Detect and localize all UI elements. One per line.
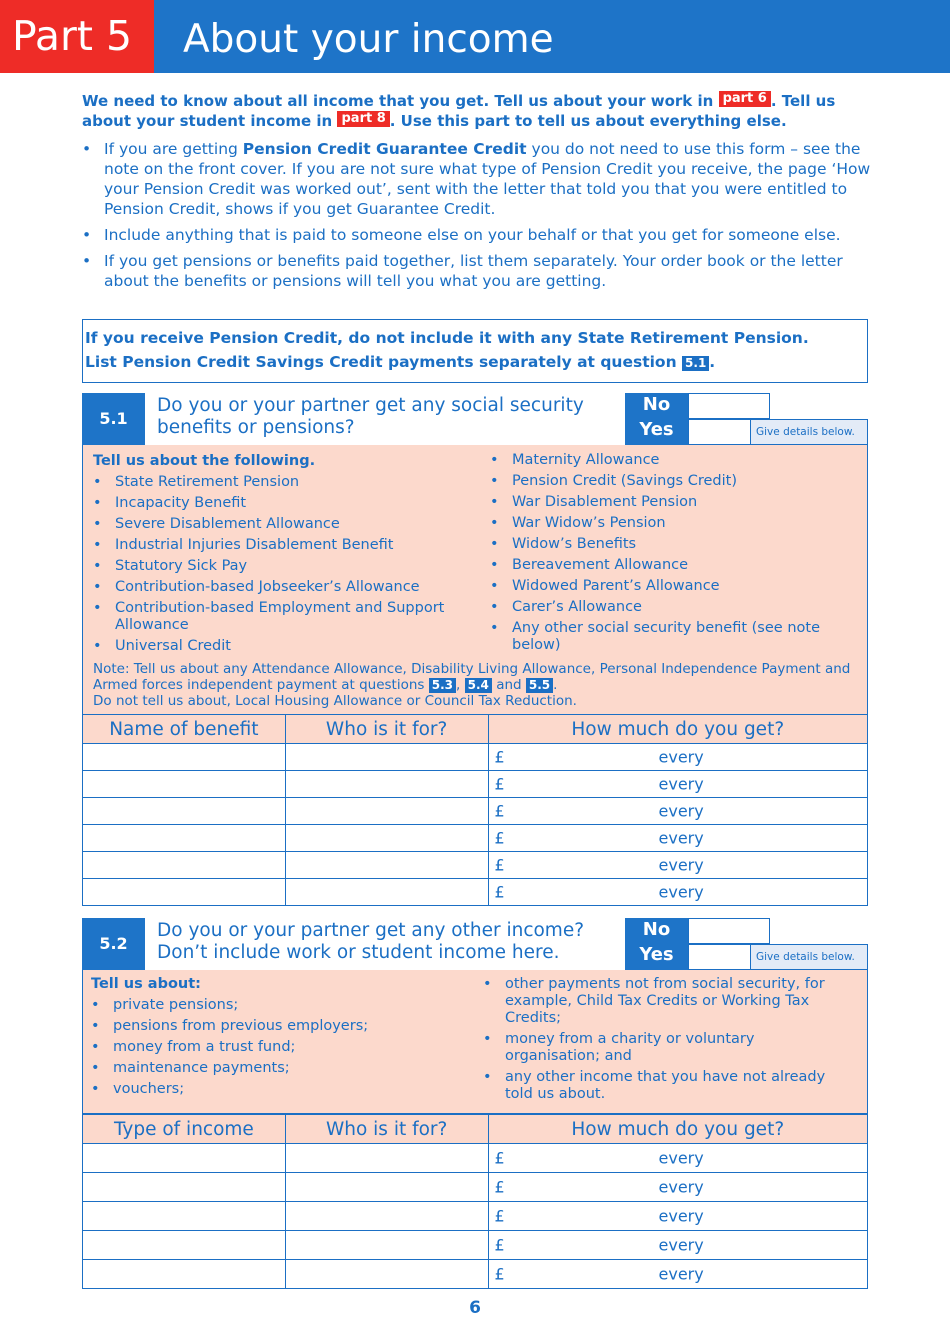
list-item: • money from a charity or voluntary organisation; and bbox=[483, 1031, 853, 1065]
question-5-1-header bbox=[82, 393, 868, 445]
question-5-2-guidance bbox=[82, 970, 868, 1114]
amount-cell[interactable] bbox=[488, 798, 868, 825]
every-label: every bbox=[658, 882, 704, 902]
yes-label: Yes bbox=[639, 944, 674, 965]
amount-cell[interactable] bbox=[488, 1144, 867, 1173]
who-for-cell[interactable] bbox=[285, 1231, 488, 1260]
benefit-name-cell[interactable] bbox=[83, 852, 286, 879]
income-type-cell[interactable] bbox=[83, 1202, 286, 1231]
question-ref: 5.4 bbox=[465, 678, 492, 693]
notice-line-2 bbox=[85, 350, 867, 374]
list-item: • Contribution-based Jobseeker’s Allowance bbox=[93, 579, 473, 596]
table-row bbox=[83, 1260, 868, 1289]
pound-sign: £ bbox=[494, 1177, 505, 1197]
table-row bbox=[83, 879, 868, 906]
list-item: • Industrial Injuries Disablement Benefit bbox=[93, 537, 473, 554]
notice-line-1: If you receive Pension Credit, do not include it with any State Retirement Pension. bbox=[85, 329, 809, 347]
list-item: • Contribution-based Employment and Support Allowance bbox=[93, 600, 473, 634]
column-header: How much do you get? bbox=[488, 1115, 867, 1144]
every-label: every bbox=[658, 1177, 704, 1197]
question-ref: 5.1 bbox=[682, 356, 709, 371]
no-label: No bbox=[642, 919, 671, 940]
notice-period: . bbox=[709, 353, 716, 371]
benefit-name-cell[interactable] bbox=[83, 744, 286, 771]
other-income-table bbox=[82, 1114, 868, 1289]
who-for-cell[interactable] bbox=[285, 1144, 488, 1173]
list-item: • any other income that you have not already told us about. bbox=[483, 1069, 853, 1103]
every-label: every bbox=[658, 828, 704, 848]
amount-cell[interactable] bbox=[488, 1173, 867, 1202]
amount-cell[interactable] bbox=[488, 825, 868, 852]
list-item: • Maternity Allowance bbox=[490, 452, 850, 469]
pound-sign: £ bbox=[494, 882, 505, 902]
page-title: About your income bbox=[183, 17, 554, 62]
income-type-cell[interactable] bbox=[83, 1173, 286, 1202]
list-item: • Pension Credit (Savings Credit) bbox=[490, 473, 850, 490]
guidance-item-bold: Pension Credit Guarantee Credit bbox=[242, 140, 527, 158]
every-label: every bbox=[658, 1235, 704, 1255]
column-header: How much do you get? bbox=[488, 715, 868, 744]
guidance-heading: Tell us about: bbox=[91, 976, 201, 992]
table-row bbox=[83, 1202, 868, 1231]
amount-cell[interactable] bbox=[488, 771, 868, 798]
list-item: • private pensions; bbox=[91, 997, 471, 1014]
list-item: • money from a trust fund; bbox=[91, 1039, 471, 1056]
pound-sign: £ bbox=[494, 1206, 505, 1226]
list-item: • other payments not from social security, for example, Child Tax Credits or Working Tax Credits; bbox=[483, 976, 853, 1027]
table-row bbox=[83, 771, 868, 798]
table-row bbox=[83, 744, 868, 771]
income-type-cell[interactable] bbox=[83, 1260, 286, 1289]
give-details-note: Give details below. bbox=[750, 419, 868, 445]
note-text: Note: Tell us about any Attendance Allowance, Disability Living Allowance, Personal Independence Payment and Armed forces independent payment at questions bbox=[93, 661, 851, 693]
income-list-right bbox=[483, 976, 853, 1107]
who-for-cell[interactable] bbox=[285, 798, 488, 825]
who-for-cell[interactable] bbox=[285, 1202, 488, 1231]
column-header: Name of benefit bbox=[83, 715, 286, 744]
question-text: Do you or your partner get any other income? Don’t include work or student income here. bbox=[157, 920, 585, 963]
question-5-1-guidance bbox=[82, 445, 868, 715]
income-type-cell[interactable] bbox=[83, 1144, 286, 1173]
table-row bbox=[83, 1144, 868, 1173]
table-row bbox=[83, 798, 868, 825]
table-row bbox=[83, 1173, 868, 1202]
income-list-left bbox=[91, 976, 471, 1102]
pension-credit-notice bbox=[82, 319, 868, 383]
pound-sign: £ bbox=[494, 1148, 505, 1168]
benefit-name-cell[interactable] bbox=[83, 825, 286, 852]
benefits-note bbox=[93, 661, 863, 709]
who-for-cell[interactable] bbox=[285, 744, 488, 771]
guidance-item-text: If you are getting bbox=[104, 140, 243, 158]
pound-sign: £ bbox=[494, 747, 505, 767]
list-item: • maintenance payments; bbox=[91, 1060, 471, 1077]
column-header: Type of income bbox=[83, 1115, 286, 1144]
list-item: • Widowed Parent’s Allowance bbox=[490, 578, 850, 595]
guidance-item-text: you do not need to use this form – see the note on the front cover. If you are not sure what type of Pension Credit you receive, the page ‘How your Pension Credit was worked out’, sent with the letter that told you that you were entitled to Pension Credit, shows if you get Guarantee Credit. bbox=[104, 140, 871, 218]
intro-text-2: . Tell us about your student income in bbox=[82, 92, 836, 130]
list-item: • Statutory Sick Pay bbox=[93, 558, 473, 575]
pound-sign: £ bbox=[494, 1264, 505, 1284]
question-number: 5.2 bbox=[82, 918, 145, 970]
question-text: Do you or your partner get any social security benefits or pensions? bbox=[157, 395, 584, 438]
who-for-cell[interactable] bbox=[285, 825, 488, 852]
question-ref: 5.5 bbox=[526, 678, 553, 693]
who-for-cell[interactable] bbox=[285, 879, 488, 906]
pound-sign: £ bbox=[494, 828, 505, 848]
part-6-tag: part 6 bbox=[719, 91, 771, 107]
list-item: • Incapacity Benefit bbox=[93, 495, 473, 512]
pound-sign: £ bbox=[494, 801, 505, 821]
yes-no-block bbox=[625, 393, 770, 445]
list-item: • vouchers; bbox=[91, 1081, 471, 1098]
who-for-cell[interactable] bbox=[285, 1260, 488, 1289]
every-label: every bbox=[658, 1206, 704, 1226]
every-label: every bbox=[658, 855, 704, 875]
every-label: every bbox=[658, 1148, 704, 1168]
who-for-cell[interactable] bbox=[285, 771, 488, 798]
pound-sign: £ bbox=[494, 855, 505, 875]
table-row bbox=[83, 852, 868, 879]
every-label: every bbox=[658, 1264, 704, 1284]
list-item: • Severe Disablement Allowance bbox=[93, 516, 473, 533]
no-label: No bbox=[642, 394, 671, 415]
amount-cell[interactable] bbox=[488, 1202, 867, 1231]
benefit-name-cell[interactable] bbox=[83, 771, 286, 798]
page-header bbox=[0, 0, 950, 73]
amount-cell[interactable] bbox=[488, 1231, 867, 1260]
guidance-list bbox=[82, 139, 872, 291]
page-number: 6 bbox=[469, 1298, 481, 1318]
intro-text bbox=[82, 91, 882, 131]
every-label: every bbox=[658, 774, 704, 794]
list-item: • Bereavement Allowance bbox=[490, 557, 850, 574]
list-item: • Widow’s Benefits bbox=[490, 536, 850, 553]
part-label: Part 5 bbox=[0, 0, 154, 73]
guidance-item: • Include anything that is paid to someone else on your behalf or that you get for someone else. bbox=[82, 225, 872, 245]
benefits-list-left bbox=[93, 453, 473, 659]
income-type-cell[interactable] bbox=[83, 1231, 286, 1260]
no-checkbox[interactable] bbox=[688, 393, 770, 419]
list-item: • Any other social security benefit (see note below) bbox=[490, 620, 850, 654]
give-details-note: Give details below. bbox=[750, 944, 868, 970]
who-for-cell[interactable] bbox=[285, 1173, 488, 1202]
list-item: • pensions from previous employers; bbox=[91, 1018, 471, 1035]
guidance-heading: Tell us about the following. bbox=[93, 453, 316, 469]
table-row bbox=[83, 825, 868, 852]
intro-text-3: . Use this part to tell us about everything else. bbox=[389, 112, 787, 130]
question-ref: 5.3 bbox=[429, 678, 456, 693]
yes-no-block bbox=[625, 918, 770, 970]
question-number: 5.1 bbox=[82, 393, 145, 445]
yes-label: Yes bbox=[639, 419, 674, 440]
every-label: every bbox=[658, 801, 704, 821]
note-text-2: Do not tell us about, Local Housing Allowance or Council Tax Reduction. bbox=[93, 693, 577, 709]
pound-sign: £ bbox=[494, 1235, 505, 1255]
question-5-2-header bbox=[82, 918, 868, 970]
pound-sign: £ bbox=[494, 774, 505, 794]
note-and: and bbox=[496, 677, 522, 693]
column-header: Who is it for? bbox=[285, 715, 488, 744]
column-header: Who is it for? bbox=[285, 1115, 488, 1144]
list-item: • State Retirement Pension bbox=[93, 474, 473, 491]
benefits-list-right bbox=[490, 452, 850, 658]
list-item: • Universal Credit bbox=[93, 638, 473, 655]
intro-text-1: We need to know about all income that you get. Tell us about your work in bbox=[82, 92, 714, 110]
list-item: • Carer’s Allowance bbox=[490, 599, 850, 616]
amount-cell[interactable] bbox=[488, 744, 868, 771]
note-period: . bbox=[553, 677, 558, 693]
who-for-cell[interactable] bbox=[285, 852, 488, 879]
amount-cell[interactable] bbox=[488, 879, 868, 906]
note-separator: , bbox=[456, 677, 461, 693]
guidance-item bbox=[82, 139, 872, 219]
list-item: • War Widow’s Pension bbox=[490, 515, 850, 532]
notice-line-2-text: List Pension Credit Savings Credit payments separately at question bbox=[85, 353, 677, 371]
table-row bbox=[83, 1231, 868, 1260]
list-item: • War Disablement Pension bbox=[490, 494, 850, 511]
benefit-name-cell[interactable] bbox=[83, 879, 286, 906]
part-8-tag: part 8 bbox=[337, 111, 389, 127]
every-label: every bbox=[658, 747, 704, 767]
no-checkbox[interactable] bbox=[688, 918, 770, 944]
amount-cell[interactable] bbox=[488, 1260, 867, 1289]
benefits-table bbox=[82, 714, 868, 906]
guidance-item: • If you get pensions or benefits paid together, list them separately. Your order book or the letter about the benefits or pensions will tell you what you are getting. bbox=[82, 251, 872, 291]
benefit-name-cell[interactable] bbox=[83, 798, 286, 825]
amount-cell[interactable] bbox=[488, 852, 868, 879]
